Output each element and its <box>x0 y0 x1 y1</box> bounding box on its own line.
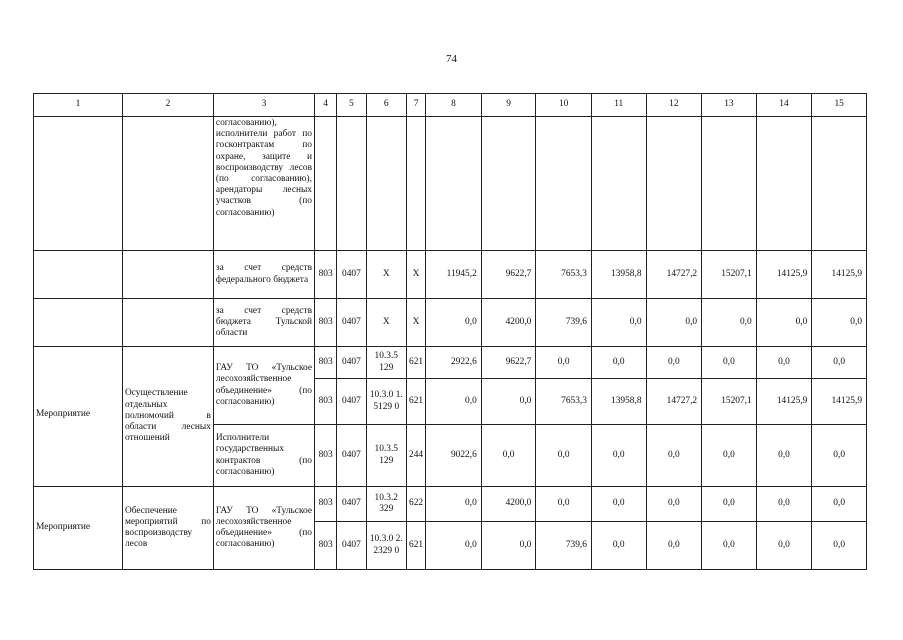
cell: 803 <box>315 522 337 570</box>
cell <box>34 251 123 299</box>
cell: 0,0 <box>646 347 702 379</box>
cell: 0,0 <box>702 425 757 487</box>
cell: 14125,9 <box>756 251 812 299</box>
cell: 0,0 <box>536 347 592 379</box>
column-header: 14 <box>756 94 812 117</box>
cell: 0407 <box>337 487 366 522</box>
cell: 0,0 <box>646 522 702 570</box>
cell: 0,0 <box>702 347 757 379</box>
cell: 9022,6 <box>426 425 482 487</box>
cell: 0,0 <box>536 425 592 487</box>
cell: 0407 <box>337 299 366 347</box>
cell <box>406 117 425 251</box>
column-header: 2 <box>122 94 213 117</box>
cell: 0,0 <box>426 487 482 522</box>
cell: 803 <box>315 347 337 379</box>
cell: 2922,6 <box>426 347 482 379</box>
measure-type-cell: Мероприятие <box>34 347 123 487</box>
cell: 0,0 <box>812 299 867 347</box>
cell: 14125,9 <box>812 251 867 299</box>
cell: 0,0 <box>702 299 757 347</box>
cell: 7653,3 <box>536 379 592 425</box>
cell: 0,0 <box>481 379 536 425</box>
cell: 0,0 <box>756 522 812 570</box>
cell: 14125,9 <box>756 379 812 425</box>
column-header: 6 <box>366 94 406 117</box>
cell <box>756 117 812 251</box>
cell: 0407 <box>337 251 366 299</box>
cell: 14727,2 <box>646 251 702 299</box>
cell: 0,0 <box>756 299 812 347</box>
cell: 739,6 <box>536 522 592 570</box>
executor-cell: ГАУ ТО «Тульское лесохозяйственное объединение» (по согласованию) <box>213 487 314 570</box>
cell: 0,0 <box>481 522 536 570</box>
table-row <box>34 251 867 299</box>
page-number: 74 <box>446 53 457 65</box>
cell: 621 <box>406 379 425 425</box>
cell: 803 <box>315 251 337 299</box>
cell: 0,0 <box>756 347 812 379</box>
cell: 10.3.0 1.5129 0 <box>366 379 406 425</box>
cell <box>366 117 406 251</box>
cell: 803 <box>315 299 337 347</box>
column-header: 3 <box>213 94 314 117</box>
executors-cell: согласованию), исполнители работ по госконтрактам по охране, защите и воспроизводству лесов (по согласованию), арендаторы лесных участков (по согласованию) <box>213 117 314 251</box>
cell: 0,0 <box>756 425 812 487</box>
cell <box>591 117 646 251</box>
cell <box>536 117 592 251</box>
measure-name-cell: Осуществление отдельных полномочий в области лесных отношений <box>122 347 213 487</box>
cell: X <box>366 299 406 347</box>
cell: 0,0 <box>646 425 702 487</box>
cell: 15207,1 <box>702 251 757 299</box>
cell: 803 <box>315 487 337 522</box>
cell: 803 <box>315 425 337 487</box>
cell: 244 <box>406 425 425 487</box>
cell: 0,0 <box>702 522 757 570</box>
table-row <box>34 117 867 251</box>
cell: 0,0 <box>591 487 646 522</box>
cell <box>122 251 213 299</box>
cell: 803 <box>315 379 337 425</box>
funding-source-cell: за счет средств бюджета Тульской области <box>213 299 314 347</box>
cell: 0,0 <box>426 299 482 347</box>
cell: 13958,8 <box>591 251 646 299</box>
column-header: 13 <box>702 94 757 117</box>
cell: 15207,1 <box>702 379 757 425</box>
column-header: 1 <box>34 94 123 117</box>
cell: X <box>366 251 406 299</box>
program-table <box>33 93 867 570</box>
cell: 14125,9 <box>812 379 867 425</box>
cell: 9622,7 <box>481 251 536 299</box>
cell <box>337 117 366 251</box>
header-row <box>34 94 867 117</box>
table-row <box>34 487 867 522</box>
column-header: 4 <box>315 94 337 117</box>
cell: 0,0 <box>646 299 702 347</box>
funding-source-cell: за счет средств федерального бюджета <box>213 251 314 299</box>
column-header: 5 <box>337 94 366 117</box>
cell: 0407 <box>337 425 366 487</box>
cell: 11945,2 <box>426 251 482 299</box>
cell <box>122 299 213 347</box>
cell: 0,0 <box>481 425 536 487</box>
column-header: 8 <box>426 94 482 117</box>
cell: 0,0 <box>426 522 482 570</box>
column-header: 12 <box>646 94 702 117</box>
cell: 739,6 <box>536 299 592 347</box>
cell: 0,0 <box>702 487 757 522</box>
cell: 622 <box>406 487 425 522</box>
cell: 14727,2 <box>646 379 702 425</box>
cell: 10.3.5 129 <box>366 425 406 487</box>
column-header: 11 <box>591 94 646 117</box>
executor-cell: Исполнители государственных контрактов (по согласованию) <box>213 425 314 487</box>
cell: 621 <box>406 522 425 570</box>
cell: 7653,3 <box>536 251 592 299</box>
cell: X <box>406 299 425 347</box>
column-header: 10 <box>536 94 592 117</box>
cell: 0,0 <box>591 299 646 347</box>
cell: 0,0 <box>591 425 646 487</box>
cell: 9622,7 <box>481 347 536 379</box>
executor-cell: ГАУ ТО «Тульское лесохозяйственное объединение» (по согласованию) <box>213 347 314 425</box>
cell <box>122 117 213 251</box>
cell: 0407 <box>337 379 366 425</box>
table-row <box>34 347 867 379</box>
cell: 0,0 <box>591 347 646 379</box>
cell: 13958,8 <box>591 379 646 425</box>
cell <box>702 117 757 251</box>
cell <box>426 117 482 251</box>
cell: X <box>406 251 425 299</box>
cell <box>646 117 702 251</box>
column-header: 15 <box>812 94 867 117</box>
cell: 0,0 <box>646 487 702 522</box>
cell: 10.3.2 329 <box>366 487 406 522</box>
cell: 0,0 <box>812 522 867 570</box>
column-header: 7 <box>406 94 425 117</box>
cell: 0,0 <box>591 522 646 570</box>
cell: 0,0 <box>426 379 482 425</box>
cell <box>315 117 337 251</box>
cell: 4200,0 <box>481 487 536 522</box>
cell: 4200,0 <box>481 299 536 347</box>
cell: 0407 <box>337 522 366 570</box>
measure-type-cell: Мероприятие <box>34 487 123 570</box>
cell: 0,0 <box>536 487 592 522</box>
cell: 621 <box>406 347 425 379</box>
cell: 0,0 <box>812 347 867 379</box>
cell <box>812 117 867 251</box>
cell: 0,0 <box>812 425 867 487</box>
cell <box>481 117 536 251</box>
cell <box>34 299 123 347</box>
cell: 0,0 <box>756 487 812 522</box>
cell: 0407 <box>337 347 366 379</box>
measure-name-cell: Обеспечение мероприятий по воспроизводству лесов <box>122 487 213 570</box>
column-header: 9 <box>481 94 536 117</box>
cell: 0,0 <box>812 487 867 522</box>
table-row <box>34 299 867 347</box>
cell <box>34 117 123 251</box>
cell: 10.3.0 2.2329 0 <box>366 522 406 570</box>
cell: 10.3.5 129 <box>366 347 406 379</box>
